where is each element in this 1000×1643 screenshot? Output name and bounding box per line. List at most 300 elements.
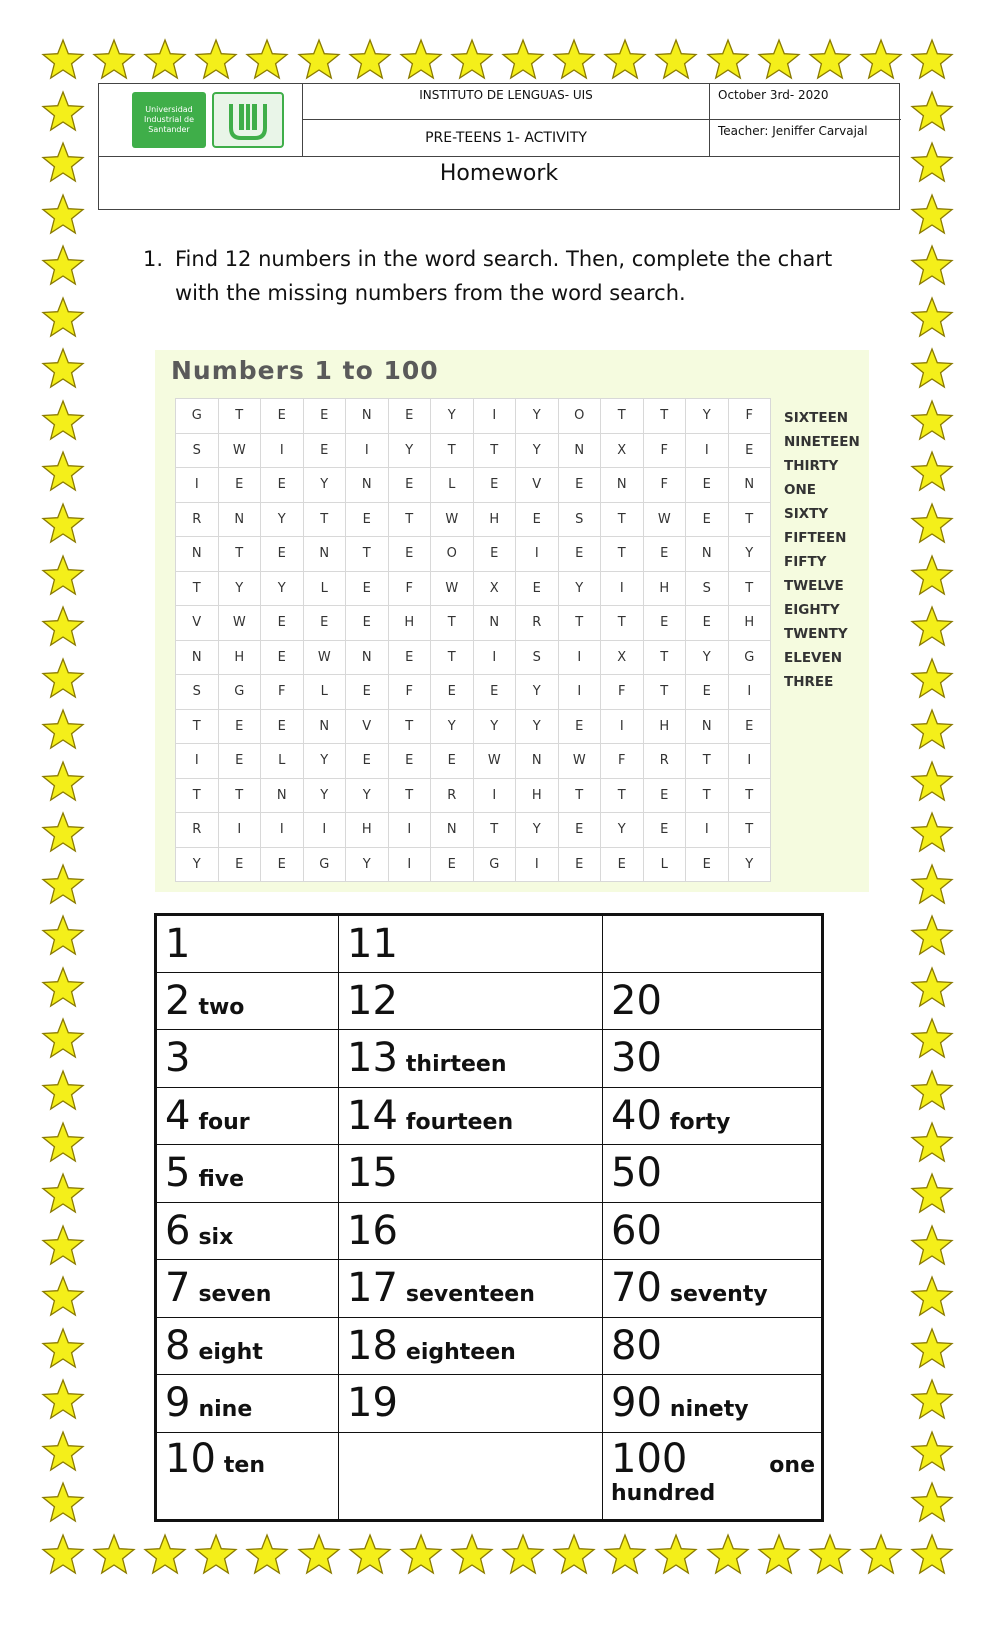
grid-letter: F	[601, 675, 644, 710]
grid-letter: Y	[261, 571, 304, 606]
star-icon	[909, 1480, 955, 1526]
chart-row	[156, 1202, 823, 1260]
star-icon	[40, 449, 86, 495]
chart-cell	[156, 915, 339, 973]
word-list-item: TWELVE	[784, 578, 844, 594]
grid-letter: R	[176, 502, 219, 537]
number-digit: 2	[165, 977, 191, 1024]
star-icon	[807, 1532, 853, 1578]
grid-letter: G	[728, 640, 771, 675]
grid-row	[176, 744, 771, 779]
number-digit: 60	[611, 1207, 662, 1254]
number-word: seventeen	[405, 1282, 535, 1308]
star-icon	[40, 295, 86, 341]
grid-letter: E	[601, 847, 644, 882]
grid-letter: X	[601, 640, 644, 675]
grid-letter: L	[643, 847, 686, 882]
number-word: eighteen	[405, 1339, 516, 1365]
grid-letter: T	[176, 571, 219, 606]
word-search	[155, 350, 869, 892]
grid-letter: T	[728, 571, 771, 606]
number-digit: 19	[347, 1380, 398, 1427]
grid-letter: L	[431, 468, 474, 503]
grid-letter: W	[643, 502, 686, 537]
star-icon	[449, 37, 495, 83]
number-digit: 30	[611, 1035, 662, 1082]
star-icon	[551, 1532, 597, 1578]
grid-letter: T	[643, 399, 686, 434]
star-icon	[244, 37, 290, 83]
grid-letter: F	[643, 433, 686, 468]
star-icon	[909, 89, 955, 135]
grid-letter: T	[431, 606, 474, 641]
number-word: hundred	[611, 1480, 716, 1506]
grid-letter: H	[643, 709, 686, 744]
chart-cell	[339, 1317, 603, 1375]
star-icon	[909, 656, 955, 702]
grid-letter: F	[601, 744, 644, 779]
number-digit: 10	[165, 1435, 216, 1482]
chart-cell	[339, 1432, 603, 1520]
star-icon	[40, 243, 86, 289]
number-digit: 5	[165, 1150, 191, 1197]
grid-letter: R	[431, 778, 474, 813]
grid-letter: G	[218, 675, 261, 710]
grid-letter: F	[388, 675, 431, 710]
grid-letter: T	[431, 433, 474, 468]
chart-row	[156, 1030, 823, 1088]
grid-letter: S	[686, 571, 729, 606]
grid-letter: X	[473, 571, 516, 606]
star-icon	[40, 192, 86, 238]
star-icon	[40, 398, 86, 444]
grid-letter: H	[643, 571, 686, 606]
grid-letter: Y	[303, 778, 346, 813]
star-icon	[909, 1274, 955, 1320]
grid-letter: N	[346, 640, 389, 675]
word-list	[784, 406, 860, 694]
grid-letter: E	[218, 468, 261, 503]
word-search-title: Numbers 1 to 100	[171, 356, 439, 385]
grid-letter: T	[686, 778, 729, 813]
grid-letter: Y	[176, 847, 219, 882]
chart-cell	[339, 1260, 603, 1318]
star-icon	[909, 1326, 955, 1372]
star-icon	[40, 1377, 86, 1423]
star-icon	[40, 1068, 86, 1114]
grid-row	[176, 537, 771, 572]
grid-letter: F	[261, 675, 304, 710]
grid-letter: Y	[728, 847, 771, 882]
star-icon	[653, 1532, 699, 1578]
grid-letter: H	[218, 640, 261, 675]
star-icon	[40, 1326, 86, 1372]
grid-letter: W	[303, 640, 346, 675]
grid-letter: V	[176, 606, 219, 641]
grid-letter: E	[686, 468, 729, 503]
star-icon	[398, 37, 444, 83]
grid-letter: N	[303, 709, 346, 744]
chart-cell	[156, 1260, 339, 1318]
grid-letter: Y	[516, 433, 559, 468]
grid-letter: T	[218, 778, 261, 813]
grid-letter: E	[643, 813, 686, 848]
grid-letter: S	[176, 675, 219, 710]
star-icon	[142, 1532, 188, 1578]
grid-letter: Y	[686, 640, 729, 675]
grid-letter: E	[643, 778, 686, 813]
word-list-item: NINETEEN	[784, 434, 860, 450]
grid-letter: E	[261, 606, 304, 641]
date: October 3rd- 2020	[710, 84, 901, 120]
grid-letter: I	[558, 675, 601, 710]
number-digit: 9	[165, 1380, 191, 1427]
grid-letter: O	[431, 537, 474, 572]
grid-letter: T	[558, 606, 601, 641]
star-icon	[40, 1016, 86, 1062]
grid-letter: T	[728, 813, 771, 848]
grid-letter: H	[728, 606, 771, 641]
star-icon	[909, 398, 955, 444]
grid-letter: E	[303, 433, 346, 468]
number-digit: 16	[347, 1207, 398, 1254]
grid-letter: E	[473, 537, 516, 572]
grid-letter: E	[261, 847, 304, 882]
grid-letter: T	[686, 744, 729, 779]
star-icon	[602, 1532, 648, 1578]
grid-letter: N	[218, 502, 261, 537]
chart-cell	[603, 1145, 823, 1203]
grid-letter: I	[473, 640, 516, 675]
number-digit: 1	[165, 920, 191, 967]
star-icon	[909, 1532, 955, 1578]
number-word: two	[198, 994, 245, 1020]
teacher-name: Teacher: Jeniffer Carvajal	[718, 124, 868, 138]
chart-row	[156, 1375, 823, 1433]
grid-letter: N	[558, 433, 601, 468]
grid-letter: I	[473, 778, 516, 813]
grid-row	[176, 847, 771, 882]
chart-cell	[339, 1145, 603, 1203]
grid-row	[176, 571, 771, 606]
star-icon	[756, 1532, 802, 1578]
number-digit: 20	[611, 977, 662, 1024]
star-icon	[705, 37, 751, 83]
number-digit: 90	[611, 1380, 662, 1427]
grid-letter: T	[601, 502, 644, 537]
number-digit: 50	[611, 1150, 662, 1197]
grid-letter: N	[176, 537, 219, 572]
word-list-item: FIFTY	[784, 554, 827, 570]
chart-cell	[603, 1030, 823, 1088]
grid-letter: E	[686, 502, 729, 537]
grid-letter: E	[473, 675, 516, 710]
star-icon	[347, 37, 393, 83]
grid-letter: V	[346, 709, 389, 744]
grid-letter: I	[388, 847, 431, 882]
grid-letter: E	[558, 709, 601, 744]
star-icon	[40, 1480, 86, 1526]
grid-letter: W	[431, 571, 474, 606]
star-icon	[40, 707, 86, 753]
grid-letter: Y	[346, 847, 389, 882]
grid-letter: T	[388, 778, 431, 813]
star-icon	[500, 1532, 546, 1578]
star-icon	[909, 1016, 955, 1062]
chart-cell	[339, 1202, 603, 1260]
grid-letter: E	[346, 502, 389, 537]
star-icon	[449, 1532, 495, 1578]
grid-letter: E	[346, 606, 389, 641]
chart-row	[156, 1432, 823, 1520]
grid-letter: E	[261, 709, 304, 744]
star-icon	[909, 913, 955, 959]
grid-letter: E	[388, 640, 431, 675]
grid-letter: E	[686, 847, 729, 882]
grid-letter: E	[516, 571, 559, 606]
grid-letter: E	[261, 640, 304, 675]
instruction-number: 1.	[143, 247, 164, 271]
grid-letter: S	[558, 502, 601, 537]
grid-letter: I	[176, 744, 219, 779]
grid-letter: T	[303, 502, 346, 537]
number-digit: 70	[611, 1265, 662, 1312]
grid-letter: E	[261, 468, 304, 503]
grid-letter: E	[346, 675, 389, 710]
grid-letter: E	[643, 537, 686, 572]
star-icon	[653, 37, 699, 83]
number-digit: 8	[165, 1322, 191, 1369]
star-icon	[807, 37, 853, 83]
grid-letter: N	[346, 399, 389, 434]
grid-letter: I	[473, 399, 516, 434]
word-list-item: FIFTEEN	[784, 530, 847, 546]
grid-letter: I	[218, 813, 261, 848]
star-icon	[40, 140, 86, 186]
grid-letter: E	[346, 571, 389, 606]
grid-letter: F	[728, 399, 771, 434]
instruction-line-2: with the missing numbers from the word search.	[175, 281, 686, 305]
star-icon	[296, 1532, 342, 1578]
star-icon	[756, 37, 802, 83]
grid-letter: E	[558, 537, 601, 572]
number-word: thirteen	[405, 1052, 507, 1078]
grid-letter: T	[601, 606, 644, 641]
grid-letter: T	[218, 537, 261, 572]
grid-letter: T	[728, 778, 771, 813]
grid-letter: E	[558, 847, 601, 882]
grid-letter: I	[346, 433, 389, 468]
number-digit: 100	[611, 1435, 688, 1482]
number-word: five	[198, 1167, 245, 1193]
star-icon	[602, 37, 648, 83]
number-digit: 7	[165, 1265, 191, 1312]
chart-cell	[603, 1375, 823, 1433]
chart-cell	[603, 1317, 823, 1375]
grid-letter: S	[176, 433, 219, 468]
grid-letter: N	[303, 537, 346, 572]
grid-letter: E	[218, 709, 261, 744]
grid-letter: R	[516, 606, 559, 641]
chart-row	[156, 1145, 823, 1203]
grid-letter: E	[218, 847, 261, 882]
star-icon	[193, 37, 239, 83]
grid-letter: I	[686, 433, 729, 468]
star-icon	[909, 965, 955, 1011]
grid-letter: Y	[388, 433, 431, 468]
star-icon	[858, 1532, 904, 1578]
grid-letter: Y	[728, 537, 771, 572]
grid-letter: T	[431, 640, 474, 675]
chart-row	[156, 1260, 823, 1318]
grid-letter: H	[388, 606, 431, 641]
grid-letter: L	[303, 675, 346, 710]
star-icon	[909, 1223, 955, 1269]
activity-name: PRE-TEENS 1- ACTIVITY	[303, 120, 710, 156]
grid-letter: E	[558, 813, 601, 848]
grid-letter: N	[601, 468, 644, 503]
number-word: fourteen	[405, 1109, 514, 1135]
grid-row	[176, 468, 771, 503]
grid-letter: T	[601, 399, 644, 434]
grid-row	[176, 399, 771, 434]
grid-letter: T	[558, 778, 601, 813]
grid-letter: H	[516, 778, 559, 813]
star-icon	[40, 1532, 86, 1578]
grid-letter: T	[601, 537, 644, 572]
chart-row	[156, 1317, 823, 1375]
grid-letter: I	[261, 813, 304, 848]
star-icon	[909, 346, 955, 392]
chart-row	[156, 1087, 823, 1145]
word-list-item: TWENTY	[784, 626, 848, 642]
star-icon	[296, 37, 342, 83]
star-icon	[909, 295, 955, 341]
star-icon	[40, 1171, 86, 1217]
chart-cell	[339, 1375, 603, 1433]
grid-row	[176, 606, 771, 641]
star-icon	[40, 656, 86, 702]
grid-letter: W	[431, 502, 474, 537]
star-icon	[909, 243, 955, 289]
star-icon	[40, 553, 86, 599]
word-list-item: ONE	[784, 482, 816, 498]
star-icon	[40, 810, 86, 856]
grid-letter: F	[388, 571, 431, 606]
star-icon	[40, 89, 86, 135]
chart-cell	[156, 1317, 339, 1375]
number-word: seventy	[669, 1282, 768, 1308]
grid-row	[176, 433, 771, 468]
grid-letter: Y	[601, 813, 644, 848]
grid-letter: N	[686, 537, 729, 572]
grid-letter: S	[516, 640, 559, 675]
header-table	[98, 83, 900, 210]
chart-cell	[603, 1432, 823, 1520]
grid-letter: I	[728, 744, 771, 779]
chart-cell	[156, 1030, 339, 1088]
grid-row	[176, 709, 771, 744]
star-icon	[40, 346, 86, 392]
number-word: one	[769, 1452, 815, 1478]
star-icon	[193, 1532, 239, 1578]
number-word: forty	[669, 1109, 731, 1135]
chart-cell	[156, 1087, 339, 1145]
star-icon	[909, 501, 955, 547]
grid-letter: E	[431, 744, 474, 779]
word-list-item: ELEVEN	[784, 650, 843, 666]
word-search-grid	[175, 398, 771, 882]
grid-letter: E	[431, 675, 474, 710]
number-digit: 14	[347, 1092, 398, 1139]
grid-letter: T	[643, 675, 686, 710]
star-icon	[244, 1532, 290, 1578]
star-icon	[909, 1171, 955, 1217]
grid-letter: I	[686, 813, 729, 848]
number-digit: 6	[165, 1207, 191, 1254]
logo-cell	[99, 84, 303, 156]
uis-logo-icon	[212, 92, 284, 148]
star-icon	[40, 1223, 86, 1269]
word-list-item: SIXTEEN	[784, 410, 849, 426]
grid-letter: E	[728, 433, 771, 468]
grid-letter: W	[473, 744, 516, 779]
star-icon	[909, 810, 955, 856]
number-word: six	[198, 1224, 234, 1250]
star-icon	[909, 140, 955, 186]
grid-letter: N	[728, 468, 771, 503]
grid-letter: Y	[516, 813, 559, 848]
grid-letter: E	[388, 537, 431, 572]
number-word: four	[198, 1109, 250, 1135]
grid-letter: T	[473, 433, 516, 468]
grid-letter: T	[473, 813, 516, 848]
star-icon	[909, 759, 955, 805]
chart-cell	[603, 915, 823, 973]
chart-cell	[156, 1145, 339, 1203]
grid-letter: E	[643, 606, 686, 641]
grid-letter: R	[643, 744, 686, 779]
grid-letter: Y	[516, 675, 559, 710]
star-icon	[40, 1120, 86, 1166]
grid-letter: Y	[303, 468, 346, 503]
star-icon	[705, 1532, 751, 1578]
number-word: ten	[223, 1452, 266, 1478]
star-icon	[551, 37, 597, 83]
number-digit: 17	[347, 1265, 398, 1312]
number-digit: 40	[611, 1092, 662, 1139]
grid-letter: W	[558, 744, 601, 779]
grid-letter: E	[346, 744, 389, 779]
star-icon	[40, 37, 86, 83]
grid-letter: Y	[686, 399, 729, 434]
grid-letter: I	[516, 537, 559, 572]
chart-cell	[339, 1087, 603, 1145]
grid-letter: T	[728, 502, 771, 537]
grid-row	[176, 502, 771, 537]
number-digit: 11	[347, 920, 398, 967]
grid-letter: N	[431, 813, 474, 848]
grid-letter: G	[473, 847, 516, 882]
grid-letter: N	[473, 606, 516, 641]
grid-letter: E	[388, 468, 431, 503]
word-list-item: THIRTY	[784, 458, 839, 474]
chart-cell	[156, 972, 339, 1030]
grid-letter: I	[303, 813, 346, 848]
grid-letter: I	[176, 468, 219, 503]
grid-letter: G	[176, 399, 219, 434]
number-digit: 18	[347, 1322, 398, 1369]
